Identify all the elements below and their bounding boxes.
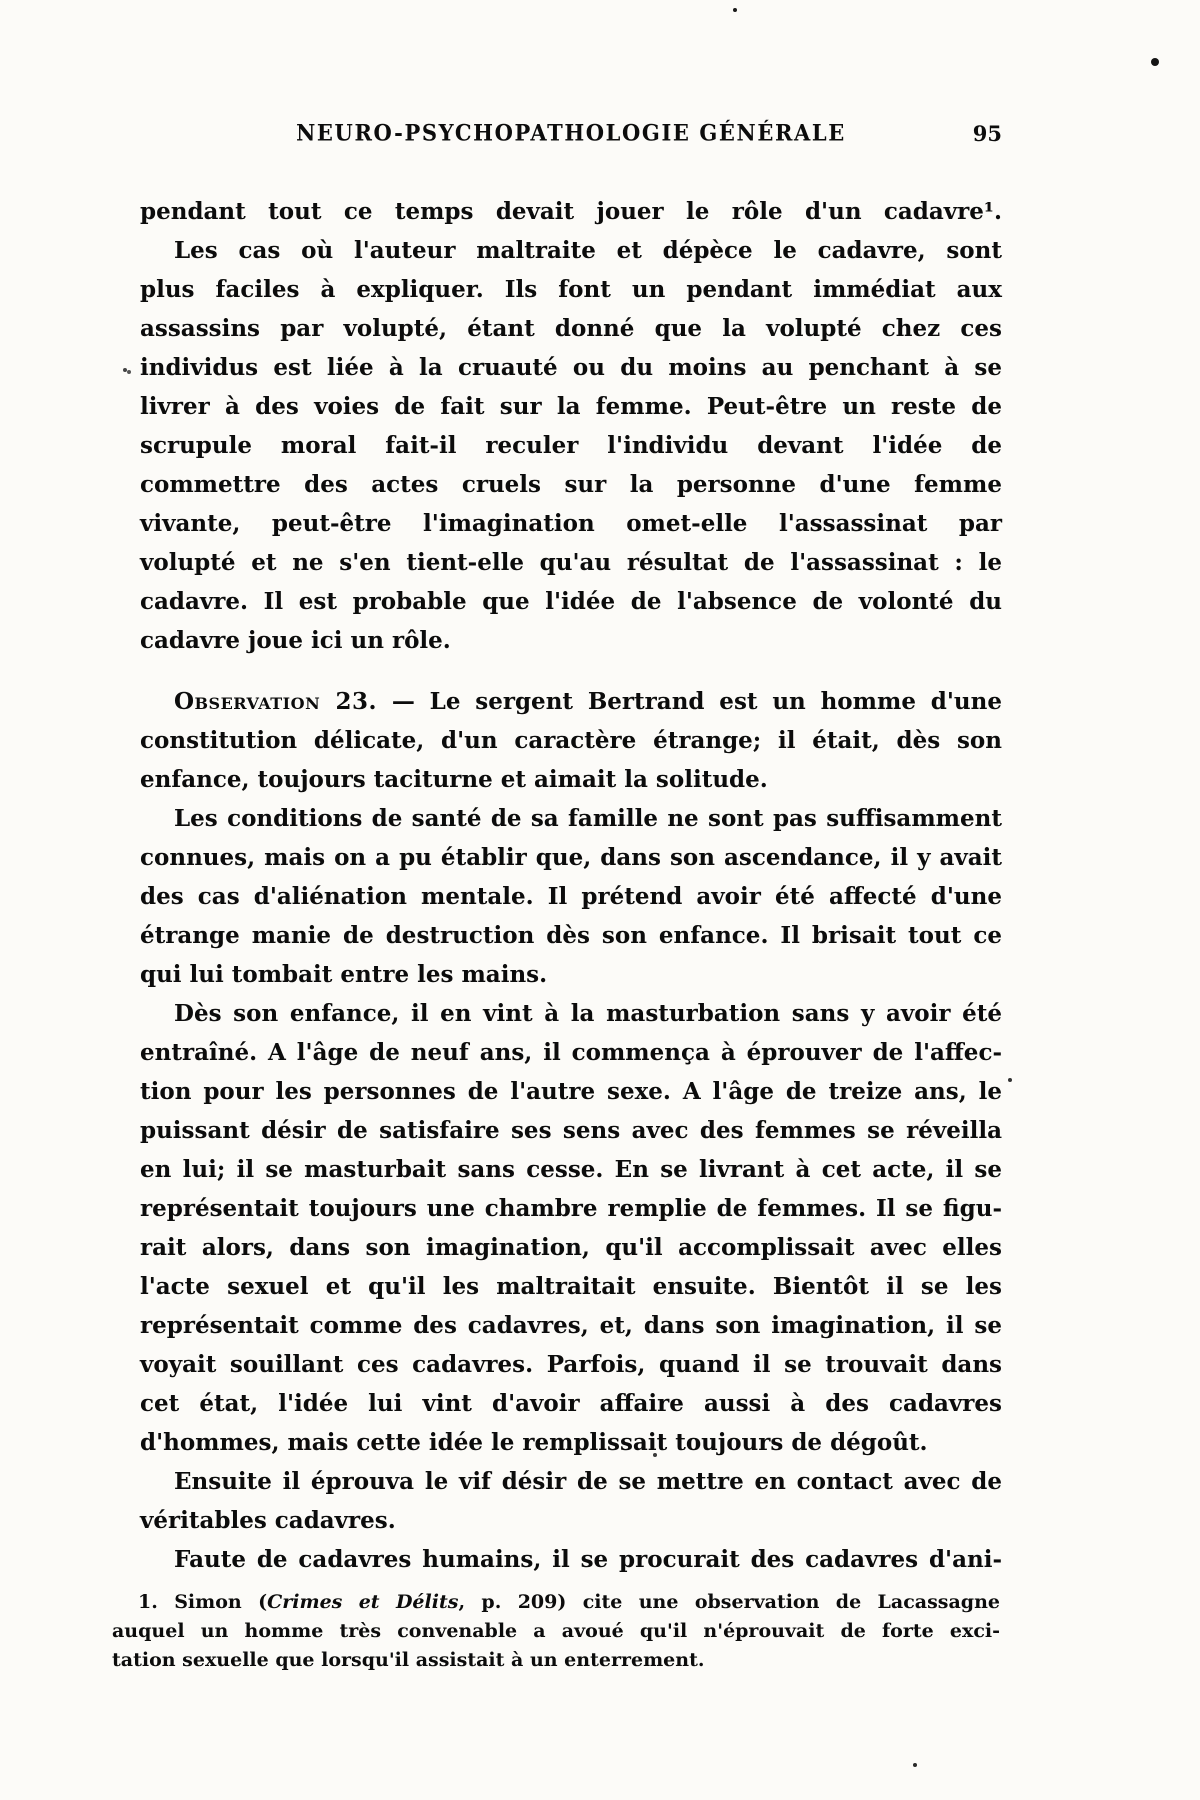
- running-header: [140, 120, 1002, 154]
- text-line: scrupule moral fait-il reculer l'individu devant l'idée de: [140, 432, 1002, 459]
- page-number: 95: [972, 121, 1002, 146]
- text-line: Dès son enfance, il en vint à la masturbation sans y avoir été: [174, 1000, 1002, 1027]
- italic-text: Crimes et Délits: [267, 1591, 459, 1613]
- text-line: Ensuite il éprouva le vif désir de se mettre en contact avec de: [174, 1468, 1002, 1495]
- text-segment: — Le sergent Bertrand est un homme d'une: [377, 688, 1002, 715]
- text-line: enfance, toujours taciturne et aimait la solitude.: [140, 766, 768, 793]
- text-line: vivante, peut-être l'imagination omet-elle l'assassinat par: [140, 510, 1002, 537]
- smallcaps-text: Observation 23.: [174, 688, 378, 715]
- text-line: [112, 1588, 1000, 1617]
- text-line: entraîné. A l'âge de neuf ans, il commença à éprouver de l'affec-: [140, 1039, 1002, 1066]
- text-segment: 1. Simon (: [138, 1591, 268, 1613]
- footnote: [112, 1588, 1000, 1675]
- text-line: voyait souillant ces cadavres. Parfois, quand il se trouvait dans: [140, 1351, 1002, 1378]
- text-line: auquel un homme très convenable a avoué qu'il n'éprouvait de forte exci-: [112, 1620, 1000, 1642]
- text-line: constitution délicate, d'un caractère étrange; il était, dès son: [140, 727, 1002, 754]
- text-line: l'acte sexuel et qu'il les maltraitait ensuite. Bientôt il se les: [140, 1273, 1002, 1300]
- text-line: livrer à des voies de fait sur la femme. Peut-être un reste de: [140, 393, 1002, 420]
- text-line: volupté et ne s'en tient-elle qu'au résultat de l'assassinat : le: [140, 549, 1002, 576]
- text-line: véritables cadavres.: [140, 1507, 396, 1534]
- text-line: tion pour les personnes de l'autre sexe. A l'âge de treize ans, le: [140, 1078, 1002, 1105]
- text-line: plus faciles à expliquer. Ils font un pendant immédiat aux: [140, 276, 1002, 303]
- text-line: rait alors, dans son imagination, qu'il accomplissait avec elles: [140, 1234, 1002, 1261]
- paragraph: [140, 1540, 1002, 1579]
- text-line: puissant désir de satisfaire ses sens avec des femmes se réveilla: [140, 1117, 1002, 1144]
- text-segment: , p. 209) cite une observation de Lacassagne: [458, 1591, 1000, 1613]
- text-line: en lui; il se masturbait sans cesse. En se livrant à cet acte, il se: [140, 1156, 1002, 1183]
- paragraph: [140, 231, 1002, 660]
- text-line: étrange manie de destruction dès son enfance. Il brisait tout ce: [140, 922, 1002, 949]
- text-line: Les cas où l'auteur maltraite et dépèce le cadavre, sont: [174, 237, 1002, 264]
- text-line: cadavre. Il est probable que l'idée de l'absence de volonté du: [140, 588, 1002, 615]
- text-line: pendant tout ce temps devait jouer le rôle d'un cadavre¹.: [140, 198, 1002, 225]
- footnote-text: [112, 1588, 1000, 1675]
- text-line: cet état, l'idée lui vint d'avoir affaire aussi à des cadavres: [140, 1390, 1002, 1417]
- text-line: Faute de cadavres humains, il se procurait des cadavres d'ani-: [174, 1546, 1002, 1573]
- text-line: des cas d'aliénation mentale. Il prétend avoir été affecté d'une: [140, 883, 1002, 910]
- paragraph-observation: [140, 682, 1002, 799]
- text-line: d'hommes, mais cette idée le remplissait toujours de dégoût.: [140, 1429, 928, 1456]
- paragraph: [140, 994, 1002, 1462]
- text-line: représentait toujours une chambre remplie de femmes. Il se figu-: [140, 1195, 1002, 1222]
- text-line: connues, mais on a pu établir que, dans son ascendance, il y avait: [140, 844, 1002, 871]
- text-line: tation sexuelle que lorsqu'il assistait à un enterrement.: [112, 1649, 705, 1671]
- body-text: [140, 192, 1002, 1579]
- paragraph: [140, 799, 1002, 994]
- text-line: représentait comme des cadavres, et, dans son imagination, il se: [140, 1312, 1002, 1339]
- text-line: commettre des actes cruels sur la personne d'une femme: [140, 471, 1002, 498]
- text-line: qui lui tombait entre les mains.: [140, 961, 548, 988]
- text-line: assassins par volupté, étant donné que la volupté chez ces: [140, 315, 1002, 342]
- paragraph-continuation: [140, 192, 1002, 231]
- text-line: [140, 682, 1002, 721]
- text-line: cadavre joue ici un rôle.: [140, 627, 451, 654]
- text-line: Les conditions de santé de sa famille ne sont pas suffisamment: [174, 805, 1002, 832]
- text-line: individus est liée à la cruauté ou du moins au penchant à se: [140, 354, 1002, 381]
- paragraph: [140, 1462, 1002, 1540]
- running-title: NEURO-PSYCHOPATHOLOGIE GÉNÉRALE: [296, 119, 846, 146]
